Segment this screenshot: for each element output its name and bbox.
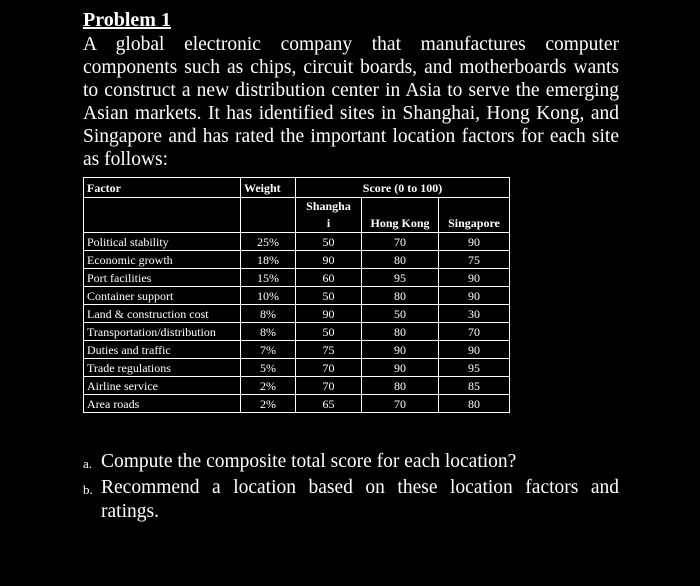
cell-factor: Duties and traffic — [84, 341, 241, 359]
table-row — [84, 359, 510, 377]
header-hongkong: Hong Kong — [362, 198, 439, 233]
header-weight-blank — [241, 198, 296, 233]
header-shanghai-line1: Shangha — [306, 199, 351, 213]
cell-shanghai: 65 — [296, 395, 362, 413]
cell-singapore: 75 — [439, 251, 510, 269]
cell-hongkong: 80 — [362, 287, 439, 305]
cell-hongkong: 95 — [362, 269, 439, 287]
cell-factor: Airline service — [84, 377, 241, 395]
header-shanghai — [296, 198, 362, 233]
cell-shanghai: 70 — [296, 377, 362, 395]
table-row — [84, 377, 510, 395]
cell-factor: Transportation/distribution — [84, 323, 241, 341]
cell-singapore: 90 — [439, 341, 510, 359]
question-b — [83, 476, 619, 524]
cell-factor: Economic growth — [84, 251, 241, 269]
cell-factor: Area roads — [84, 395, 241, 413]
table-row — [84, 341, 510, 359]
cell-factor: Land & construction cost — [84, 305, 241, 323]
header-score: Score (0 to 100) — [296, 178, 510, 198]
table-row — [84, 269, 510, 287]
problem-title: Problem 1 — [83, 9, 171, 31]
table-row — [84, 395, 510, 413]
cell-singapore: 85 — [439, 377, 510, 395]
cell-factor: Trade regulations — [84, 359, 241, 377]
cell-singapore: 30 — [439, 305, 510, 323]
cell-factor: Port facilities — [84, 269, 241, 287]
cell-shanghai: 75 — [296, 341, 362, 359]
header-shanghai-line2: i — [326, 216, 331, 230]
cell-weight: 7% — [241, 341, 296, 359]
cell-shanghai: 60 — [296, 269, 362, 287]
cell-hongkong: 90 — [362, 341, 439, 359]
question-b-text: Recommend a location based on these location factors and ratings. — [101, 477, 619, 522]
question-a — [83, 450, 619, 476]
header-factor-blank — [84, 198, 241, 233]
table-row — [84, 233, 510, 251]
cell-singapore: 90 — [439, 269, 510, 287]
table-row — [84, 251, 510, 269]
cell-weight: 2% — [241, 395, 296, 413]
cell-weight: 15% — [241, 269, 296, 287]
location-factors-table — [83, 177, 510, 413]
cell-weight: 8% — [241, 323, 296, 341]
header-factor: Factor — [84, 178, 241, 198]
cell-weight: 8% — [241, 305, 296, 323]
cell-singapore: 70 — [439, 323, 510, 341]
cell-factor: Political stability — [84, 233, 241, 251]
table-row — [84, 305, 510, 323]
cell-hongkong: 80 — [362, 323, 439, 341]
cell-shanghai: 90 — [296, 251, 362, 269]
cell-shanghai: 90 — [296, 305, 362, 323]
cell-singapore: 90 — [439, 287, 510, 305]
cell-hongkong: 80 — [362, 251, 439, 269]
question-a-marker: a. — [83, 456, 93, 471]
problem-statement: A global electronic company that manufactures computer components such as chips, circuit boards, and motherboards wants to construct a new distribution center in Asia to serve the emerging Asian markets. It has identified sites in Shanghai, Hong Kong, and Singapore and has rated the important location factors for each site as follows: — [83, 34, 619, 170]
cell-hongkong: 70 — [362, 395, 439, 413]
table-row — [84, 323, 510, 341]
cell-weight: 10% — [241, 287, 296, 305]
question-a-text: Compute the composite total score for each location? — [101, 451, 517, 472]
cell-weight: 2% — [241, 377, 296, 395]
header-weight: Weight — [241, 178, 296, 198]
cell-weight: 25% — [241, 233, 296, 251]
cell-singapore: 90 — [439, 233, 510, 251]
cell-singapore: 95 — [439, 359, 510, 377]
cell-hongkong: 70 — [362, 233, 439, 251]
cell-shanghai: 70 — [296, 359, 362, 377]
cell-shanghai: 50 — [296, 287, 362, 305]
questions-list — [83, 450, 619, 524]
header-singapore: Singapore — [439, 198, 510, 233]
cell-factor: Container support — [84, 287, 241, 305]
cell-hongkong: 50 — [362, 305, 439, 323]
table-row — [84, 287, 510, 305]
cell-hongkong: 90 — [362, 359, 439, 377]
cell-weight: 18% — [241, 251, 296, 269]
cell-weight: 5% — [241, 359, 296, 377]
cell-singapore: 80 — [439, 395, 510, 413]
cell-shanghai: 50 — [296, 323, 362, 341]
cell-hongkong: 80 — [362, 377, 439, 395]
question-b-marker: b. — [83, 482, 93, 497]
cell-shanghai: 50 — [296, 233, 362, 251]
